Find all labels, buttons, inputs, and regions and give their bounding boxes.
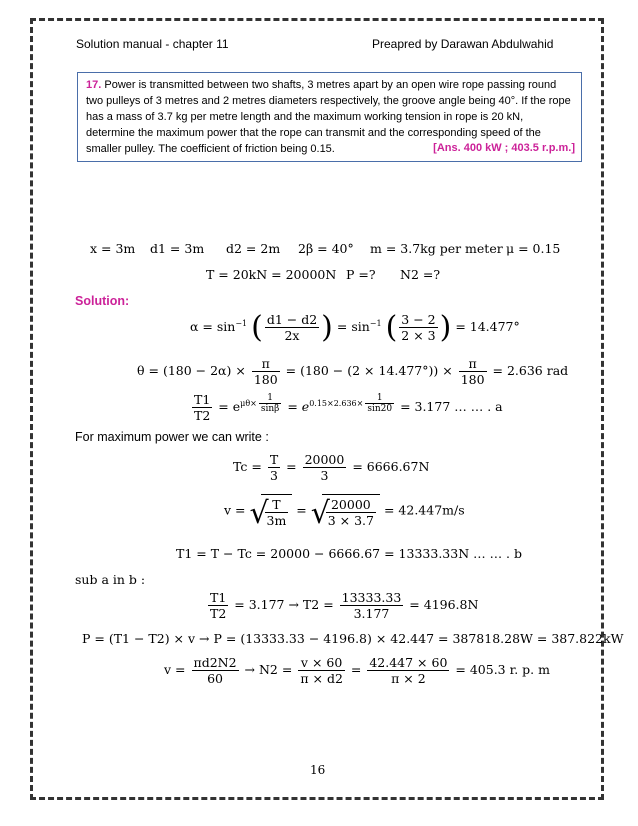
given-mass: m = 3.7kg per meter — [370, 241, 503, 256]
given-power: P =? — [346, 267, 376, 282]
equation-theta: θ = (180 − 2α) × $\frac{\pi}{180}$ = (180 − (2 × 14.477°)) × $\frac{\pi}{180}$ = 2.636 rad — [137, 356, 569, 387]
equation-t1: T1 = T − Tc = 20000 − 6666.67 = 13333.33N … … . b — [176, 546, 523, 561]
text-max-power: For maximum power we can write : — [75, 430, 269, 444]
page-number: 16 — [310, 763, 326, 777]
equation-alpha: $\alpha = \sin^{-1}$ ( $\frac{d1 - d2}{2x}$ ) = $\sin^{-1}$ ( $\frac{3 - 2}{2 \times 3}$ ) = 14.477° — [190, 310, 520, 345]
given-d1: d1 = 3m — [150, 241, 205, 256]
text-sub-a-in-b: sub a in b : — [75, 572, 146, 587]
header-right: Preapred by Darawan Abdulwahid — [372, 37, 554, 51]
given-speed: N2 =? — [400, 267, 441, 282]
given-d2: d2 = 2m — [226, 241, 281, 256]
equation-centrifugal-tension: Tc = $\frac{T}{3}$ = $\frac{20000}{3}$ = 6666.67N — [233, 452, 430, 483]
equation-velocity: v = √ $\frac{T}{3m}$ = √ $\frac{20000}{3 \times 3.7}$ = 42.447m/s — [224, 496, 465, 531]
solution-label: Solution: — [75, 294, 130, 308]
given-tension: T = 20kN = 20000N — [206, 267, 337, 282]
problem-answer: [Ans. 400 kW ; 403.5 r.p.m.] — [433, 142, 575, 154]
equation-power: P = (T1 − T2) × v → P = (13333.33 − 4196.8) × 42.447 = 387818.28W = 387.822kW — [82, 631, 624, 646]
equation-speed: v = $\frac{\pi d2N2}{60}$ → N2 = $\frac{v \times 60}{\pi \times d2}$ = $\frac{42.447 \times 60}{\pi \times 2}$ = 405.3 r. p. m — [164, 655, 550, 686]
problem-box — [77, 72, 582, 162]
equation-t2: $\frac{T1}{T2}$ = 3.177 → T2 = $\frac{13333.33}{3.177}$ = 4196.8N — [210, 590, 479, 621]
equation-tension-ratio: $\frac{T1}{T2}$ = $e^{\mu\theta\times \frac{1}{\sin\beta}}$ = $e^{0.15\times 2.636\times \frac{1}{\sin 20}}$ = 3.177 … … . a — [194, 392, 503, 423]
problem-number: 17. — [86, 79, 102, 91]
header-left: Solution manual - chapter 11 — [76, 37, 229, 51]
given-beta: 2β = 40° — [298, 241, 354, 256]
given-mu: μ = 0.15 — [506, 241, 561, 256]
problem-text: Power is transmitted between two shafts, 3 metres apart by an open wire rope passing round two pulleys of 3 metres and 2 metres diameters respectively, the groove angle being 40°. If the rope has a mass of 3.7 kg per metre length and the maximum working tension in rope is 20 kN, determine the maximum power that the rope can transmit and the corresponding speed of the smaller pulley. The coefficient of friction being 0.15. — [86, 79, 571, 155]
given-x: x = 3m — [90, 241, 136, 256]
